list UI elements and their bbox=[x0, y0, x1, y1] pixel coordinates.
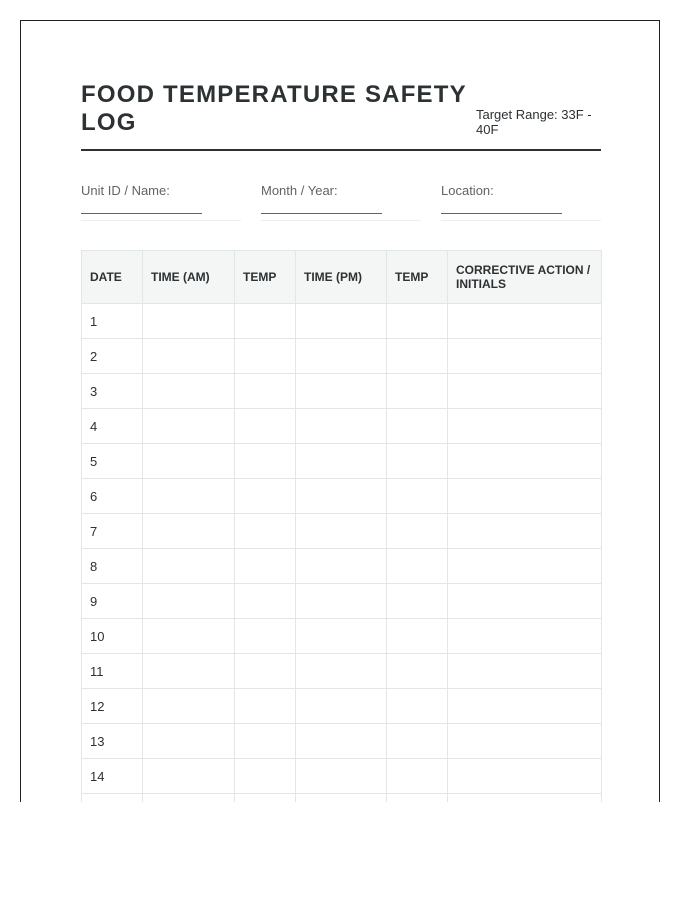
time-am-cell[interactable] bbox=[143, 724, 235, 759]
table-row bbox=[82, 444, 602, 479]
time-am-cell[interactable] bbox=[143, 409, 235, 444]
temp-am-cell[interactable] bbox=[235, 409, 296, 444]
corrective-action-cell[interactable] bbox=[448, 339, 602, 374]
corrective-action-cell[interactable] bbox=[448, 724, 602, 759]
table-row bbox=[82, 514, 602, 549]
corrective-action-cell[interactable] bbox=[448, 374, 602, 409]
corrective-action-cell[interactable] bbox=[448, 479, 602, 514]
temp-am-cell[interactable] bbox=[235, 549, 296, 584]
date-cell: 6 bbox=[82, 479, 143, 514]
corrective-action-cell[interactable] bbox=[448, 619, 602, 654]
temp-am-cell[interactable] bbox=[235, 514, 296, 549]
header-corrective-action: CORRECTIVE ACTION / INITIALS bbox=[448, 251, 602, 304]
time-am-cell[interactable] bbox=[143, 304, 235, 339]
temp-am-cell[interactable] bbox=[235, 339, 296, 374]
target-range: Target Range: 33F - 40F bbox=[476, 107, 592, 137]
time-pm-cell[interactable] bbox=[296, 759, 387, 794]
time-am-cell[interactable] bbox=[143, 654, 235, 689]
unit-id-blank-line bbox=[81, 213, 202, 214]
temp-pm-cell[interactable] bbox=[387, 444, 448, 479]
temp-pm-cell[interactable] bbox=[387, 619, 448, 654]
time-pm-cell[interactable] bbox=[296, 514, 387, 549]
table-row bbox=[82, 689, 602, 724]
header-time-am: TIME (AM) bbox=[143, 251, 235, 304]
temp-am-cell[interactable] bbox=[235, 584, 296, 619]
temp-pm-cell[interactable] bbox=[387, 479, 448, 514]
temp-am-cell[interactable] bbox=[235, 689, 296, 724]
temp-am-cell[interactable] bbox=[235, 759, 296, 794]
temp-pm-cell[interactable] bbox=[387, 549, 448, 584]
time-am-cell[interactable] bbox=[143, 794, 235, 803]
table-row bbox=[82, 304, 602, 339]
header-date: DATE bbox=[82, 251, 143, 304]
temp-am-cell[interactable] bbox=[235, 619, 296, 654]
date-cell bbox=[82, 794, 143, 803]
table-row bbox=[82, 759, 602, 794]
unit-id-field[interactable] bbox=[81, 183, 241, 221]
time-am-cell[interactable] bbox=[143, 759, 235, 794]
time-am-cell[interactable] bbox=[143, 549, 235, 584]
time-am-cell[interactable] bbox=[143, 584, 235, 619]
table-row bbox=[82, 409, 602, 444]
date-cell: 12 bbox=[82, 689, 143, 724]
date-cell: 5 bbox=[82, 444, 143, 479]
corrective-action-cell[interactable] bbox=[448, 654, 602, 689]
location-field[interactable] bbox=[441, 183, 601, 221]
location-blank-line bbox=[441, 213, 562, 214]
table-row bbox=[82, 339, 602, 374]
time-am-cell[interactable] bbox=[143, 339, 235, 374]
corrective-action-cell[interactable] bbox=[448, 549, 602, 584]
month-year-blank-line bbox=[261, 213, 382, 214]
date-cell: 4 bbox=[82, 409, 143, 444]
date-cell: 3 bbox=[82, 374, 143, 409]
log-sheet bbox=[20, 20, 660, 802]
temp-pm-cell[interactable] bbox=[387, 304, 448, 339]
table-row bbox=[82, 584, 602, 619]
date-cell: 9 bbox=[82, 584, 143, 619]
temp-pm-cell[interactable] bbox=[387, 584, 448, 619]
temperature-log-table bbox=[81, 250, 602, 802]
corrective-action-cell[interactable] bbox=[448, 444, 602, 479]
temp-am-cell[interactable] bbox=[235, 654, 296, 689]
temp-pm-cell[interactable] bbox=[387, 689, 448, 724]
table-row bbox=[82, 374, 602, 409]
table-row bbox=[82, 724, 602, 759]
header-temp-am: TEMP bbox=[235, 251, 296, 304]
date-cell: 7 bbox=[82, 514, 143, 549]
time-pm-cell[interactable] bbox=[296, 444, 387, 479]
temp-pm-cell[interactable] bbox=[387, 514, 448, 549]
time-am-cell[interactable] bbox=[143, 514, 235, 549]
time-am-cell[interactable] bbox=[143, 619, 235, 654]
time-pm-cell[interactable] bbox=[296, 584, 387, 619]
temp-pm-cell[interactable] bbox=[387, 654, 448, 689]
time-pm-cell[interactable] bbox=[296, 794, 387, 803]
time-pm-cell[interactable] bbox=[296, 724, 387, 759]
date-cell: 8 bbox=[82, 549, 143, 584]
temp-am-cell[interactable] bbox=[235, 794, 296, 803]
time-pm-cell[interactable] bbox=[296, 479, 387, 514]
temp-am-cell[interactable] bbox=[235, 444, 296, 479]
time-pm-cell[interactable] bbox=[296, 689, 387, 724]
time-pm-cell[interactable] bbox=[296, 339, 387, 374]
table-row bbox=[82, 549, 602, 584]
corrective-action-cell[interactable] bbox=[448, 584, 602, 619]
temp-pm-cell[interactable] bbox=[387, 374, 448, 409]
page-title: FOOD TEMPERATURE SAFETY LOG bbox=[81, 81, 467, 136]
temp-am-cell[interactable] bbox=[235, 374, 296, 409]
date-cell: 2 bbox=[82, 339, 143, 374]
temp-pm-cell[interactable] bbox=[387, 759, 448, 794]
corrective-action-cell[interactable] bbox=[448, 689, 602, 724]
date-cell: 1 bbox=[82, 304, 143, 339]
temp-am-cell[interactable] bbox=[235, 304, 296, 339]
unit-id-label: Unit ID / Name: bbox=[81, 183, 170, 198]
corrective-action-cell[interactable] bbox=[448, 514, 602, 549]
time-am-cell[interactable] bbox=[143, 374, 235, 409]
header-temp-pm: TEMP bbox=[387, 251, 448, 304]
date-cell: 10 bbox=[82, 619, 143, 654]
corrective-action-cell[interactable] bbox=[448, 759, 602, 794]
month-year-label: Month / Year: bbox=[261, 183, 338, 198]
time-pm-cell[interactable] bbox=[296, 654, 387, 689]
temp-am-cell[interactable] bbox=[235, 724, 296, 759]
time-am-cell[interactable] bbox=[143, 444, 235, 479]
time-pm-cell[interactable] bbox=[296, 409, 387, 444]
temp-pm-cell[interactable] bbox=[387, 339, 448, 374]
table-row bbox=[82, 794, 602, 803]
table-body bbox=[82, 304, 602, 803]
corrective-action-cell[interactable] bbox=[448, 409, 602, 444]
time-pm-cell[interactable] bbox=[296, 304, 387, 339]
temp-am-cell[interactable] bbox=[235, 479, 296, 514]
date-cell: 14 bbox=[82, 759, 143, 794]
date-cell: 11 bbox=[82, 654, 143, 689]
temp-pm-cell[interactable] bbox=[387, 794, 448, 803]
time-pm-cell[interactable] bbox=[296, 549, 387, 584]
time-am-cell[interactable] bbox=[143, 689, 235, 724]
header-row bbox=[82, 251, 602, 304]
date-cell: 13 bbox=[82, 724, 143, 759]
corrective-action-cell[interactable] bbox=[448, 304, 602, 339]
table-row bbox=[82, 479, 602, 514]
log-header bbox=[81, 81, 601, 151]
table-row bbox=[82, 619, 602, 654]
time-pm-cell[interactable] bbox=[296, 374, 387, 409]
table-header bbox=[82, 251, 602, 304]
table-row bbox=[82, 654, 602, 689]
header-time-pm: TIME (PM) bbox=[296, 251, 387, 304]
info-fields bbox=[81, 183, 601, 223]
corrective-action-cell[interactable] bbox=[448, 794, 602, 803]
time-pm-cell[interactable] bbox=[296, 619, 387, 654]
temp-pm-cell[interactable] bbox=[387, 724, 448, 759]
time-am-cell[interactable] bbox=[143, 479, 235, 514]
temp-pm-cell[interactable] bbox=[387, 409, 448, 444]
month-year-field[interactable] bbox=[261, 183, 421, 221]
location-label: Location: bbox=[441, 183, 494, 198]
